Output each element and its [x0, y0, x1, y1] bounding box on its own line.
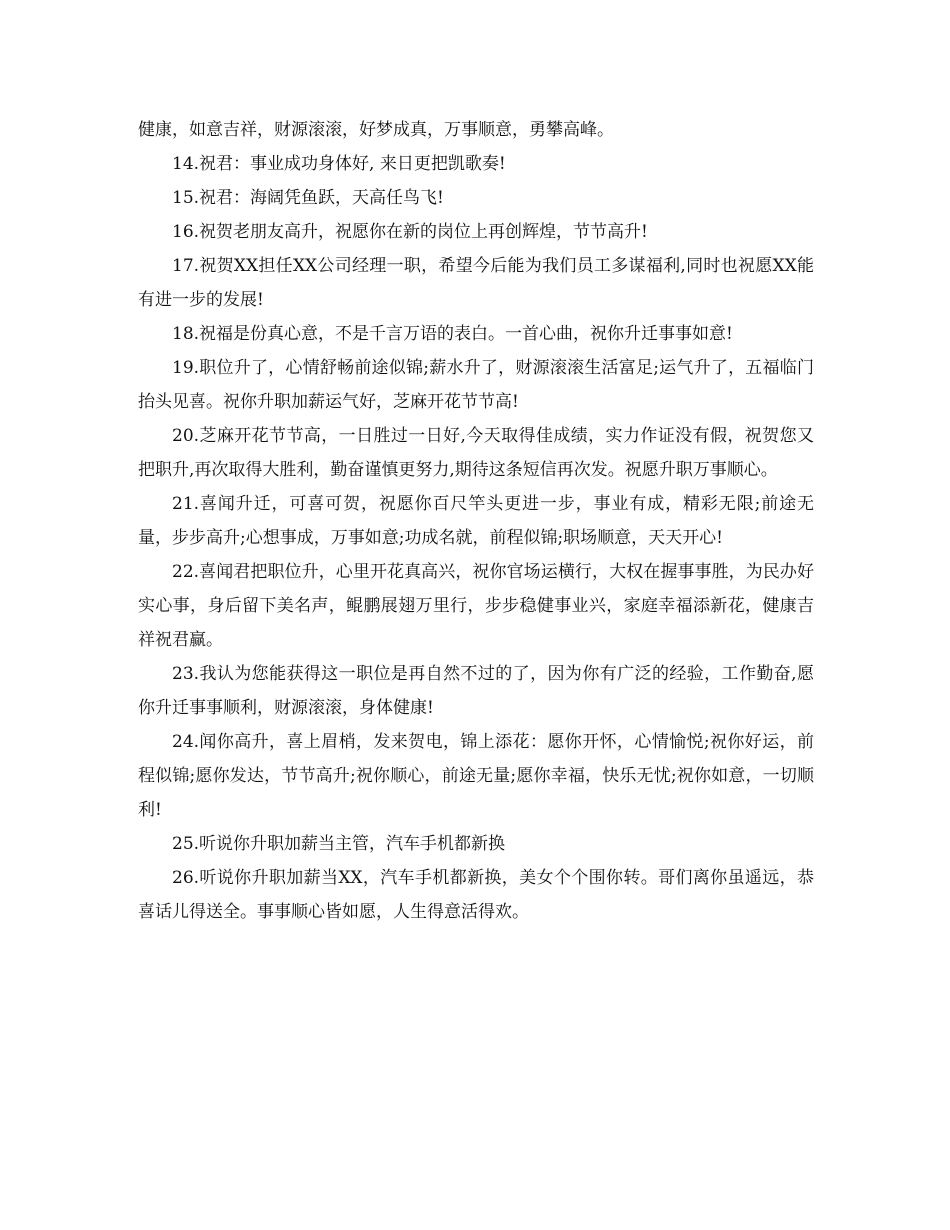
paragraph-item-15: 15.祝君：海阔凭鱼跃，天高任鸟飞!	[172, 188, 444, 208]
paragraph-item-18: 18.祝福是份真心意，不是千言万语的表白。一首心曲，祝你升迁事事如意!	[172, 324, 733, 344]
paragraph-item-16: 16.祝贺老朋友高升，祝愿你在新的岗位上再创辉煌，节节高升!	[172, 222, 648, 242]
paragraph-item-20: 20.芝麻开花节节高，一日胜过一日好,今天取得佳成绩，实力作证没有假，祝贺您又把职升,再次取得大胜利，勤奋谨慎更努力,期待这条短信再次发。祝愿升职万事顺心。	[138, 426, 814, 480]
paragraph-item-25: 25.听说你升职加薪当主管，汽车手机都新换	[172, 834, 506, 854]
paragraph-item-19: 19.职位升了，心情舒畅前途似锦;薪水升了，财源滚滚生活富足;运气升了，五福临门抬头见喜。祝你升职加薪运气好，芝麻开花节节高!	[138, 358, 814, 412]
paragraph-item-23: 23.我认为您能获得这一职位是再自然不过的了，因为你有广泛的经验，工作勤奋,愿你升迁事事顺利，财源滚滚，身体健康!	[138, 664, 814, 718]
paragraph-item-17: 17.祝贺XX担任XX公司经理一职，希望今后能为我们员工多谋福利,同时也祝愿XX能有进一步的发展!	[138, 256, 814, 310]
document-body	[138, 113, 814, 929]
paragraph-item-26: 26.听说你升职加薪当XX，汽车手机都新换，美女个个围你转。哥们离你虽遥远，恭喜话儿得送全。事事顺心皆如愿，人生得意活得欢。	[138, 868, 814, 922]
paragraph-continuation: 健康，如意吉祥，财源滚滚，好梦成真，万事顺意，勇攀高峰。	[138, 120, 614, 140]
paragraph-item-21: 21.喜闻升迁，可喜可贺，祝愿你百尺竿头更进一步，事业有成，精彩无限;前途无量，步步高升;心想事成，万事如意;功成名就，前程似锦;职场顺意，天天开心!	[138, 494, 814, 548]
paragraph-item-24: 24.闻你高升，喜上眉梢，发来贺电，锦上添花：愿你开怀，心情愉悦;祝你好运，前程似锦;愿你发达，节节高升;祝你顺心，前途无量;愿你幸福，快乐无忧;祝你如意，一切顺利!	[138, 732, 814, 820]
paragraph-item-22: 22.喜闻君把职位升，心里开花真高兴，祝你官场运横行，大权在握事事胜，为民办好实心事，身后留下美名声，鲲鹏展翅万里行，步步稳健事业兴，家庭幸福添新花，健康吉祥祝君赢。	[138, 562, 814, 650]
paragraph-item-14: 14.祝君：事业成功身体好, 来日更把凯歌奏!	[172, 154, 506, 174]
